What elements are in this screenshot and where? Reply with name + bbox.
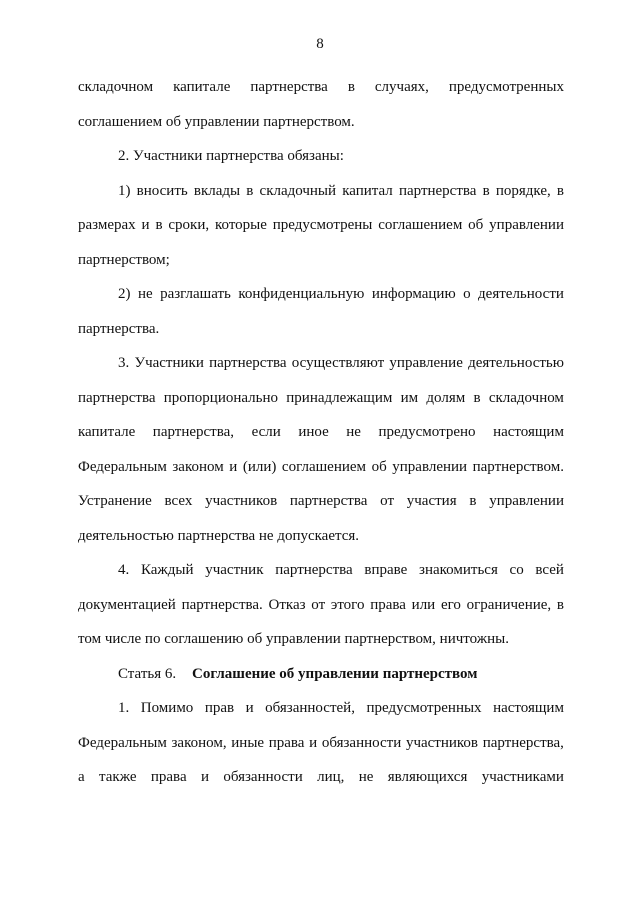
word: конфиденциальную	[238, 286, 365, 302]
word: партнерством.	[472, 458, 564, 475]
word: права	[268, 734, 305, 751]
document-body	[78, 70, 564, 795]
word: управление	[389, 355, 463, 371]
word: партнерства	[209, 355, 287, 371]
word: не	[358, 769, 374, 785]
text-line	[78, 691, 564, 726]
word: участниками	[481, 769, 564, 785]
word: им	[400, 389, 419, 406]
word: партнерства	[78, 389, 156, 406]
word: партнерства,	[482, 734, 564, 751]
word: и	[141, 217, 150, 233]
word: 1.	[118, 700, 130, 716]
article-heading	[78, 657, 564, 692]
word: 1)	[118, 182, 131, 199]
word: в	[556, 596, 564, 613]
word: от	[380, 493, 394, 509]
word: всех	[164, 493, 193, 509]
word: предусмотренных	[366, 700, 482, 716]
word: участия	[406, 493, 457, 509]
word: партнерства	[289, 493, 368, 509]
word: долям	[426, 389, 466, 406]
word: которые	[214, 217, 267, 233]
text-line	[78, 70, 564, 105]
word: не	[346, 424, 361, 440]
text-line: партнерства.	[78, 320, 160, 337]
word: деятельностью	[468, 355, 564, 371]
word: обязанностей,	[265, 700, 355, 716]
word: складочном	[78, 79, 154, 95]
word: этого	[330, 596, 365, 613]
text-line	[78, 208, 564, 243]
text-line	[78, 415, 564, 450]
word: соглашением	[378, 217, 463, 233]
word: партнерства	[275, 562, 353, 578]
word: капитале	[78, 424, 136, 440]
word: складочный	[259, 182, 337, 199]
word: партнерства	[398, 182, 477, 199]
word: партнерства.	[181, 596, 263, 613]
word: в	[469, 493, 477, 509]
word: вносить	[136, 182, 188, 199]
text-line: деятельностью партнерства не допускается.	[78, 527, 360, 544]
word: Устранение	[78, 493, 152, 509]
word: принадлежащим	[286, 389, 393, 406]
word: со	[509, 562, 524, 578]
word: всей	[535, 562, 564, 578]
word: законом,	[171, 734, 227, 751]
text-line	[78, 346, 564, 381]
word: в	[155, 217, 163, 233]
word: в	[482, 182, 490, 199]
word: законом	[172, 458, 224, 475]
word: 4.	[118, 562, 130, 578]
word: вправе	[364, 562, 408, 578]
word: иные	[231, 734, 265, 751]
text-block-article	[78, 691, 564, 795]
word: партнерства	[250, 79, 328, 95]
word: порядке,	[495, 182, 551, 199]
text-line: 2. Участники партнерства обязаны:	[118, 148, 344, 164]
article-title: Соглашение об управлении партнерством	[192, 665, 478, 682]
text-block-main	[78, 70, 564, 657]
word: вклады	[193, 182, 241, 199]
word: и	[309, 734, 318, 751]
text-line: том числе по соглашению об управлении партнерством, ничтожны.	[78, 631, 509, 647]
word: в	[473, 389, 481, 406]
text-line	[78, 450, 564, 485]
word: или	[411, 596, 436, 613]
word: (или)	[242, 458, 277, 475]
word: являющихся	[387, 769, 468, 785]
word: знакомиться	[419, 562, 498, 578]
word: осуществляют	[291, 355, 385, 371]
word: 2)	[118, 286, 131, 302]
text-line	[78, 174, 564, 209]
word: 3.	[118, 355, 130, 371]
word: информацию	[371, 286, 456, 302]
word: размерах	[78, 217, 136, 233]
word: сроки,	[168, 217, 210, 233]
word: Отказ	[268, 596, 306, 613]
text-line	[78, 760, 564, 795]
word: Участники	[134, 355, 204, 371]
word: обязанности	[223, 769, 303, 785]
word: участников	[205, 493, 278, 509]
word: управлении	[489, 493, 564, 509]
word: и	[229, 458, 238, 475]
text-line	[78, 381, 564, 416]
text-line	[78, 484, 564, 519]
word: его	[440, 596, 461, 613]
word: в	[246, 182, 254, 199]
word: ограничение,	[466, 596, 552, 613]
word: соглашением	[281, 458, 367, 475]
word: и	[200, 769, 209, 785]
word: о	[463, 286, 471, 302]
word: участников	[405, 734, 479, 751]
text-line	[78, 588, 564, 623]
word: капитале	[173, 79, 231, 95]
text-line	[78, 726, 564, 761]
word: предусмотрены	[272, 217, 373, 233]
word: управлении	[489, 217, 564, 233]
word: настоящим	[493, 424, 564, 440]
word: в	[347, 79, 355, 95]
text-line	[78, 277, 564, 312]
word: участник	[205, 562, 264, 578]
word: документацией	[78, 596, 176, 613]
word: случаях,	[374, 79, 429, 95]
word: об	[371, 458, 387, 475]
word: права	[370, 596, 406, 613]
word: Федеральным	[78, 734, 167, 751]
page-number: 8	[316, 36, 324, 52]
text-line: партнерством;	[78, 251, 170, 268]
word: разглашать	[160, 286, 231, 302]
text-line: соглашением об управлении партнерством.	[78, 113, 355, 130]
word: иное	[298, 424, 329, 440]
word: Каждый	[140, 562, 194, 578]
word: в	[556, 182, 564, 199]
word: об	[468, 217, 484, 233]
text-line	[78, 553, 564, 588]
word: прав	[204, 700, 235, 716]
word: права	[150, 769, 187, 785]
word: предусмотренных	[448, 79, 564, 95]
word: лиц,	[317, 769, 345, 785]
word: если	[251, 424, 281, 440]
word: настоящим	[493, 700, 564, 716]
word: предусмотрено	[378, 424, 476, 440]
word: складочном	[488, 389, 564, 406]
article-number: Статья 6.	[118, 665, 177, 682]
word: партнерства,	[152, 424, 235, 440]
word: капитал	[342, 182, 393, 199]
word: также	[99, 769, 137, 785]
word: пропорционально	[163, 389, 279, 406]
word: а	[78, 769, 85, 785]
word: Федеральным	[78, 458, 167, 475]
word: и	[245, 700, 254, 716]
word: от	[311, 596, 326, 613]
word: не	[137, 286, 153, 302]
word: деятельности	[478, 286, 564, 302]
word: Помимо	[140, 700, 194, 716]
word: обязанности	[321, 734, 402, 751]
word: управлении	[392, 458, 468, 475]
